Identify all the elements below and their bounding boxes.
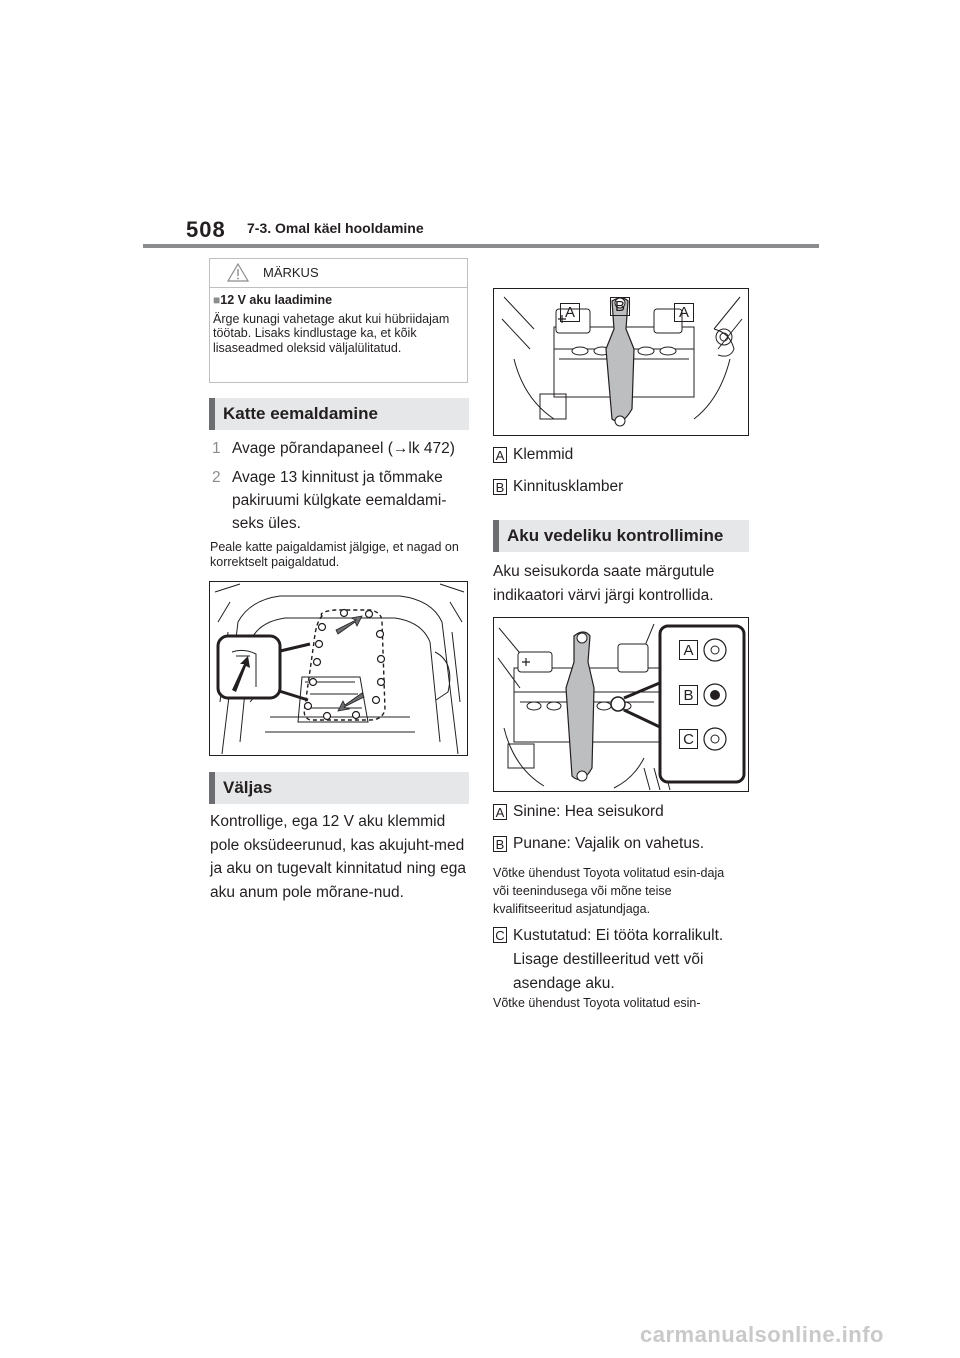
legend-a-blue xyxy=(493,801,751,823)
indicator-label-a: A xyxy=(679,640,698,660)
step-text: Avage põrandapaneel (→lk 472) xyxy=(232,440,455,457)
watermark: carmanualsonline.info xyxy=(640,1322,884,1347)
indicator-label-c: C xyxy=(679,729,698,749)
notice-body: Ärge kunagi vahetage akut kui hübriidajam töötab. Lisaks kindlustage ka, et kõik lisaseadmed oleksid väljalülitatud. xyxy=(213,312,450,355)
legend-key: B xyxy=(493,479,507,495)
step-text: Avage 13 kinnitust ja tõmmake pakiruumi külgkate eemaldami-seks üles. xyxy=(232,469,447,532)
install-note: Peale katte paigaldamist jälgige, et nagad on korrektselt paigaldatud. xyxy=(210,540,459,569)
step-number: 2 xyxy=(212,469,221,486)
step-number: 1 xyxy=(212,440,221,457)
section-title: 7-3. Omal käel hooldamine xyxy=(247,220,424,236)
legend-c-off xyxy=(493,924,751,996)
trunk-drawing xyxy=(210,582,468,756)
legend-b-red xyxy=(493,833,751,855)
battery-terminals-illustration xyxy=(493,288,749,436)
fig-label-a-right: A xyxy=(674,303,694,322)
dealer-note-c: Võtke ühendust Toyota volitatud esin- xyxy=(493,996,701,1010)
legend-text: Punane: Vajalik on vahetus. xyxy=(513,835,705,852)
notice-header xyxy=(210,259,467,288)
step-1 xyxy=(212,437,470,460)
warning-triangle-icon xyxy=(227,263,249,282)
fig-label-b: B xyxy=(610,297,630,316)
outside-check-text: Kontrollige, ega 12 V aku klemmid pole oksüdeerunud, kas akujuht-med ja aku on tugevalt kinnitatud ning ega aku anum pole mõrane-nud. xyxy=(210,813,466,901)
indicator-label-b: B xyxy=(679,685,698,705)
heading-cover-removal: Katte eemaldamine xyxy=(209,398,469,430)
legend-text: Kustutatud: Ei tööta korralikult. Lisage destilleeritud vett või asendage aku. xyxy=(513,927,724,992)
indicator-illustration xyxy=(493,617,749,792)
fluid-check-intro: Aku seisukorda saate märgutule indikaatori värvi järgi kontrollida. xyxy=(493,563,715,604)
heading-outside: Väljas xyxy=(209,772,469,804)
legend-b-clamp xyxy=(493,476,751,498)
legend-key: C xyxy=(493,927,507,943)
legend-a-terminals xyxy=(493,444,751,466)
bullet-square-icon: ■ xyxy=(213,293,221,307)
legend-key: B xyxy=(493,836,507,852)
heading-fluid-check: Aku vedeliku kontrollimine xyxy=(493,520,749,552)
trunk-illustration xyxy=(209,581,468,756)
dealer-note-b: Võtke ühendust Toyota volitatud esin-daja või teenindusega või mõne teise kvalifitseeritud asjatundjaga. xyxy=(493,866,725,916)
notice-title: ■12 V aku laadimine xyxy=(213,293,333,307)
page-number: 508 xyxy=(186,217,226,242)
step-2 xyxy=(212,466,470,535)
legend-text: Klemmid xyxy=(513,446,574,463)
fig-label-a-left: A xyxy=(560,303,580,322)
legend-text: Kinnitusklamber xyxy=(513,478,624,495)
header-rule xyxy=(143,244,819,248)
notice-box xyxy=(209,258,468,383)
legend-key: A xyxy=(493,447,507,463)
notice-label: MÄRKUS xyxy=(263,265,319,280)
indicator-drawing xyxy=(494,618,749,792)
legend-key: A xyxy=(493,804,507,820)
legend-text: Sinine: Hea seisukord xyxy=(513,803,664,820)
